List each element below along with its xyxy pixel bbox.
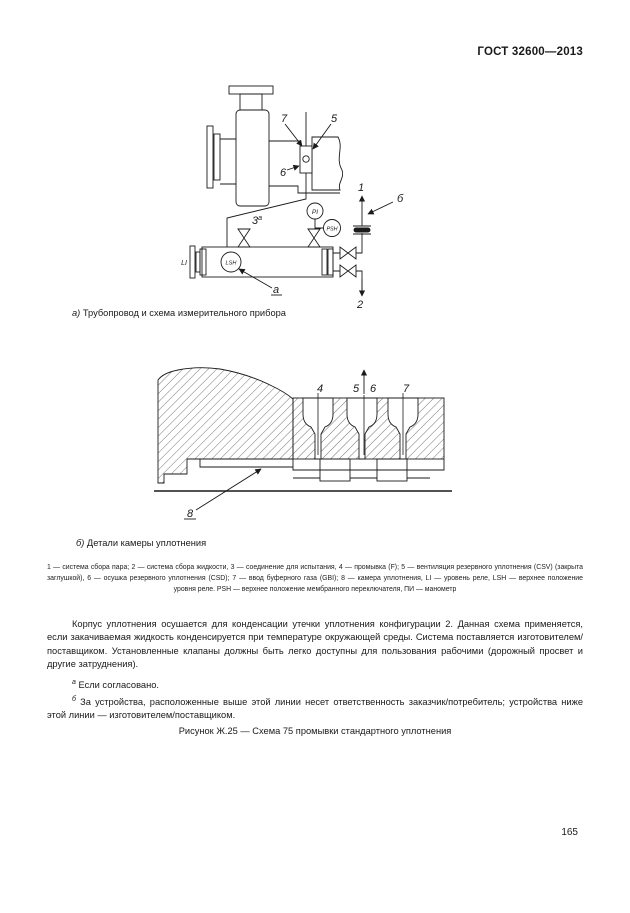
pump-suction-flange-inner xyxy=(214,134,220,180)
footnote-b-marker: б xyxy=(72,695,76,703)
figure-legend: 1 — система сбора пара; 2 — система сбора жидкости, 3 — соединение для испытания, 4 — промывка (F); 5 — вентиляция резервного уплотнения (CSV) (закрыта заглушкой), 6 — осушка резервного уплотнения (CSD); 7 — ввод буферного газа (GBI); 8 — камера уплотнения, LI — уровень реле, LSH — верхнее положение уровня реле. PSH — верхнее положение мембранного переключателя, ПИ — манометр xyxy=(47,564,583,593)
footnote-b-text: За устройства, расположенные выше этой линии несет ответственность заказчик/потребитель; устройства ниже этой линии — изготовителем/поставщиком. xyxy=(47,696,583,720)
leader-b xyxy=(368,202,393,214)
body-paragraph: Корпус уплотнения осушается для конденсации утечки уплотнения конфигурации 2. Данная схема применяется, если закачиваемая жидкость конденсируется при температуре окружающей среды. Система поставляется изготовителем/поставщиком. Установленные клапаны должны быть легко доступны для пользования рабочими (дорожный просвет и другие затруднения). xyxy=(47,619,583,670)
bearing-plate xyxy=(312,137,343,190)
instrument-tubing xyxy=(315,219,324,229)
psh-tag: PSH xyxy=(326,226,338,233)
pump-body xyxy=(236,110,269,206)
orifice-plate xyxy=(354,228,370,232)
label-2: 2 xyxy=(357,299,364,311)
label-1: 1 xyxy=(358,182,365,194)
test-valve-bottom xyxy=(238,238,250,247)
figure-b-caption-prefix: б) xyxy=(76,538,85,548)
seal-gland xyxy=(300,146,312,173)
pi-tag: PI xyxy=(311,209,319,216)
figure-a-caption xyxy=(72,308,286,318)
label-7: 7 xyxy=(281,113,288,125)
footnote-b xyxy=(47,693,583,723)
label-6: 6 xyxy=(280,167,287,179)
label-3a: $3^а$ xyxy=(252,215,263,227)
footnotes-block xyxy=(47,676,583,722)
lsh-tag: LSH xyxy=(225,260,237,267)
figure-a-caption-text: Трубопровод и схема измерительного прибора xyxy=(82,308,286,318)
test-valve-top xyxy=(238,229,250,238)
vapor-pipe xyxy=(333,233,362,253)
li-tag: LI xyxy=(181,260,187,267)
label-5: 5 xyxy=(331,113,338,125)
vapor-valve-right xyxy=(348,247,356,259)
figure-a-piping-diagram xyxy=(175,80,425,315)
chamber-inner-step xyxy=(200,459,293,467)
leader-7 xyxy=(285,124,302,146)
label-4: 4 xyxy=(316,383,324,395)
pump-neck xyxy=(240,94,262,110)
figure-number-caption: Рисунок Ж.25 — Схема 75 промывки стандартного уплотнения xyxy=(178,726,452,736)
label-b: б xyxy=(397,193,404,205)
pump-suction-flange xyxy=(207,126,213,188)
pump-top-flange xyxy=(229,86,273,94)
gauge-valve-bottom xyxy=(308,238,320,247)
reservoir-end-bar xyxy=(196,252,200,272)
label-a: а xyxy=(273,284,280,296)
leader-6 xyxy=(287,166,299,170)
liquid-valve-left xyxy=(340,265,348,277)
gland-lower-edge xyxy=(293,459,444,470)
liquid-valve-right xyxy=(348,265,356,277)
figure-a-caption-prefix: а) xyxy=(72,308,81,318)
casing-block xyxy=(158,368,293,483)
leader-8 xyxy=(196,469,261,510)
figure-b-caption xyxy=(76,538,206,548)
footnote-a-text: Если согласовано. xyxy=(75,680,159,691)
drain-pipe-line xyxy=(227,112,306,247)
label-5b: 5 xyxy=(352,383,360,395)
reservoir-end-plate xyxy=(190,246,195,278)
footnote-a-marker: а xyxy=(72,679,76,686)
figure-b-caption-text: Детали камеры уплотнения xyxy=(86,538,207,548)
footnote-a xyxy=(47,676,583,693)
label-7b: 7 xyxy=(402,383,410,395)
label-6b: 6 xyxy=(369,383,377,395)
vapor-valve-left xyxy=(340,247,348,259)
suction-nozzle-lines xyxy=(220,139,236,184)
label-8: 8 xyxy=(186,508,194,520)
standard-number-header: ГОСТ 32600—2013 xyxy=(477,46,583,58)
figure-b-section-diagram xyxy=(150,358,460,523)
page-number: 165 xyxy=(561,827,578,838)
liquid-pipe xyxy=(333,271,362,294)
gauge-valve-top xyxy=(308,229,320,238)
